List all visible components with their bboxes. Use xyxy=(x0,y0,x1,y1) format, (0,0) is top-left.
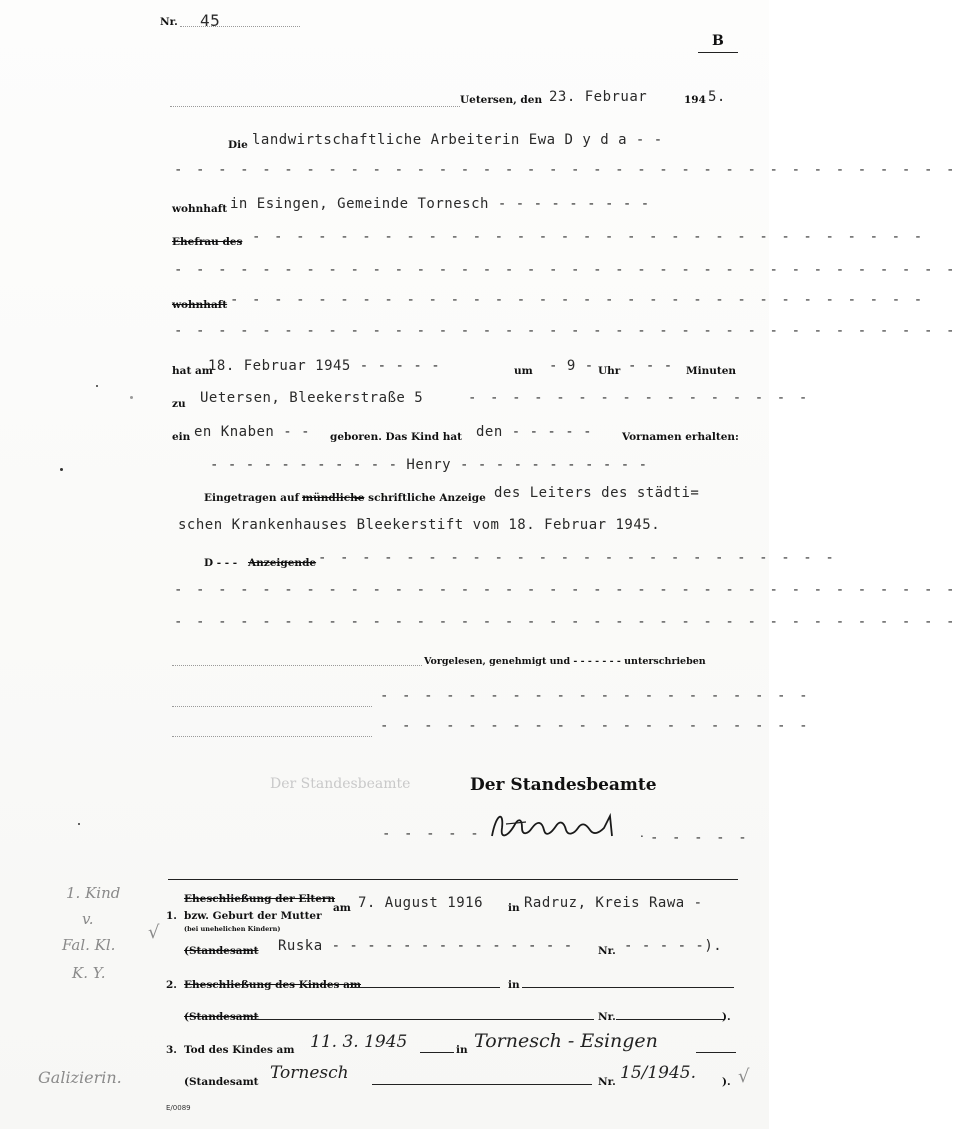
item1-standesamt: (Standesamt xyxy=(184,945,259,957)
item3-number: 3. xyxy=(166,1044,177,1056)
informant-occupation-name: landwirtschaftliche Arbeiterin Ewa D y d a - - xyxy=(252,132,663,148)
form-code: E/0089 xyxy=(166,1104,191,1112)
child-sex: en Knaben - - xyxy=(194,424,311,440)
filler-dashes: - - - - - - - - - - - - - - - - - - - - - - - - - - - - - - - xyxy=(252,229,925,245)
series-label: B xyxy=(712,33,724,49)
wohnhaft-label: wohnhaft xyxy=(172,203,228,215)
ehefrau-label: Ehefrau des xyxy=(172,236,243,248)
item3-standesamt: (Standesamt xyxy=(184,1076,259,1088)
birth-date: 18. Februar 1945 - - - - - xyxy=(208,358,441,374)
filler-dashes: - - - - - - - - - - - - - - - - - - - - - - - - - - - - - - - - - - - - xyxy=(174,262,957,278)
checkmark-2: √ xyxy=(738,1066,750,1087)
child-first-name: - - - - - - - - - - - Henry - - - - - - - - - - - xyxy=(210,457,648,473)
anzeigende-label: Anzeigende xyxy=(248,557,317,569)
death-register-number: 15/1945. xyxy=(620,1063,697,1083)
child-death-place: Tornesch - Esingen xyxy=(474,1030,658,1052)
birth-place: Uetersen, Bleekerstraße 5 xyxy=(200,390,424,406)
minuten-label: Minuten xyxy=(686,365,737,377)
filler-dashes: - - - - - xyxy=(382,826,482,842)
vornamen-label: Vornamen erhalten: xyxy=(622,431,739,443)
item1-am: am xyxy=(333,902,351,914)
margin-note-line2: v. xyxy=(82,910,94,928)
item2-number: 2. xyxy=(166,979,177,991)
item2-standesamt: (Standesamt xyxy=(184,1011,259,1023)
anzeigende-prefix: D - - - xyxy=(204,557,238,569)
birth-register-page: Nr. 45 B Uetersen, den 23. Februar 194 5. Die landwirtschaftliche Arbeiterin Ewa D y d a - - - - - - - - - - - - - - - - - - - - - - - - - - - - - - - - - - - - - - wohnhaft in Esingen, Gemeinde Tornesch - - - - - - - - - Ehefrau des - - - - - - - - - - - - - - - - - - - - - - - - - - - - - - - - - - - - - - - - - - - - - - - - - - - - - - - - - - - - - - - - - - - wohnhaft - - - - - - - - - - - - - - - - - - - - - - - - - - - - - - - - - - - - - - - - - - - - - - - - - - - - - - - - - - - - - - - - - - - - hat am 18. Februar 1945 - - - - - um - 9 - Uhr - - - Minuten zu Uetersen, Bleekerstraße 5 - - - - - - - - - - - - - - - - ein en Knaben - - geboren. Das Kind hat den - - - - - Vornamen erhalten: - - - - - - - - - - - Henry - - - - - - - - - - - Eingetragen auf mündliche — schriftliche Anzeige des Leiters des städti= schen Krankenhauses Bleekerstift vom 18. Februar 1945. D - - - Anzeigende - - - - - - - - - - - - - - - - - - - - - - - - - - - - - - - - - - - - - - - - - - - - - - - - - - - - - - - - - - - - - - - - - - - - - - - - - - - - - - - - - - - - - - - - - - - - - - - - Vorgelesen, genehmigt und - - - - - - - unterschrieben - - - - - - - - - - - - - - - - - - - - - - - - - - - - - - - - - - - - - - - - Der Standesbeamte Der Standesbeamte - - - - - - - - - - . Eheschließung der Eltern 1. bzw. Geburt der Mutter (bei unehelichen Kindern) am 7. August 1916 in Radruz, Kreis Rawa - √ (Standesamt Ruska - - - - - - - - - - - - - - Nr. - - - - -). 2. Eheschließung des Kindes am in (Standesamt Nr. ). 3. Tod des Kindes am 11. 3. 1945 in Tornesch - Esingen (Standesamt Tornesch Nr. 15/1945. ). √ E/0089 1. Kind v. Fal. Kl. K. Y. Galizierin. xyxy=(0,0,769,1129)
checkmark-1: √ xyxy=(148,922,160,943)
item3-in: in xyxy=(456,1044,468,1056)
registrar-signature xyxy=(486,806,636,850)
filler-dashes: - - - - - - - - - - - - - - - - - - - - - - - - xyxy=(318,550,837,566)
vorgelesen-label: Vorgelesen, genehmigt und - - - - - - - unterschrieben xyxy=(424,656,706,667)
item1-nr-value: - - - - -). xyxy=(624,938,723,954)
uhr-label: Uhr xyxy=(598,365,621,377)
item1-in: in xyxy=(508,902,520,914)
hat-am-label: hat am xyxy=(172,365,213,377)
registration-date: 23. Februar xyxy=(549,89,648,105)
filler-dashes: - - - - - - - - - - - - - - - - - - - - - - - - - - - - - - - - - - - - xyxy=(174,323,957,339)
year-suffix: 5. xyxy=(708,89,726,105)
zu-label: zu xyxy=(172,398,186,410)
item1-strike: Eheschließung der Eltern xyxy=(184,893,336,905)
notice-line-2: schen Krankenhauses Bleekerstift vom 18. Februar 1945. xyxy=(178,517,661,533)
filler-dashes: - - - - - - - - - - - - - - - - - - - - xyxy=(380,718,811,734)
margin-note-line4: K. Y. xyxy=(72,964,106,982)
filler-dashes: - - - - - xyxy=(650,830,750,846)
item1-number: 1. xyxy=(166,910,177,922)
nr-label: Nr. xyxy=(160,16,178,28)
item1-small: (bei unehelichen Kindern) xyxy=(184,925,281,933)
item2-nr: Nr. xyxy=(598,1011,616,1023)
eingetragen-label: Eingetragen auf xyxy=(204,492,300,504)
filler-dashes: - - - - - - - - - - - - - - - - - - - - - - - - - - - - - - - - - - - - xyxy=(174,582,957,598)
um-label: um xyxy=(514,365,533,377)
schriftliche-label: — schriftliche Anzeige xyxy=(354,492,486,504)
item2-in: in xyxy=(508,979,520,991)
ein-label: ein xyxy=(172,431,191,443)
birth-minutes: - - - xyxy=(628,358,673,374)
notice-line-1: des Leiters des städti= xyxy=(494,485,700,501)
muendliche-label: mündliche xyxy=(302,492,365,504)
item2-label: Eheschließung des Kindes am xyxy=(184,979,361,991)
geboren-label: geboren. Das Kind hat xyxy=(330,431,463,443)
item2-close: ). xyxy=(722,1011,731,1023)
informant-residence: in Esingen, Gemeinde Tornesch - - - - - - - - - xyxy=(230,196,650,212)
death-office: Tornesch xyxy=(270,1063,349,1083)
den-value: den - - - - - xyxy=(476,424,593,440)
mother-birth-place: Radruz, Kreis Rawa - xyxy=(524,895,703,911)
item1-label: bzw. Geburt der Mutter xyxy=(184,910,322,922)
register-number: 45 xyxy=(200,11,221,30)
filler-dashes: - - - - - - - - - - - - - - - - - - - - - - - - - - - - - - - - - - - - xyxy=(174,614,957,630)
wohnhaft2-label: wohnhaft xyxy=(172,299,228,311)
margin-note-line1: 1. Kind xyxy=(66,884,121,902)
child-death-date: 11. 3. 1945 xyxy=(310,1032,408,1052)
year-prefix: 194 xyxy=(684,94,706,106)
birth-hour: - 9 - xyxy=(549,358,594,374)
filler-dashes: - - - - - - - - - - - - - - - - - - - - - - - - - - - - - - - - - - - - xyxy=(174,162,957,178)
mother-office: Ruska - - - - - - - - - - - - - - xyxy=(278,938,573,954)
item3-close: ). xyxy=(722,1076,731,1088)
margin-note-bottom: Galizierin. xyxy=(38,1068,122,1087)
die-label: Die xyxy=(228,139,248,151)
item1-nr: Nr. xyxy=(598,945,616,957)
mother-birth-date: 7. August 1916 xyxy=(358,895,484,911)
margin-note-line3: Fal. Kl. xyxy=(62,936,116,954)
ghost-title: Der Standesbeamte xyxy=(270,776,411,792)
item3-label: Tod des Kindes am xyxy=(184,1044,295,1056)
filler-dashes: - - - - - - - - - - - - - - - - xyxy=(468,390,810,406)
filler-dashes: - - - - - - - - - - - - - - - - - - - - - - - - - - - - - - - - xyxy=(230,292,925,308)
filler-dashes: - - - - - - - - - - - - - - - - - - - - xyxy=(380,688,811,704)
item3-nr: Nr. xyxy=(598,1076,616,1088)
place-date-label: Uetersen, den xyxy=(460,94,543,106)
standesbeamte-title: Der Standesbeamte xyxy=(470,775,657,795)
